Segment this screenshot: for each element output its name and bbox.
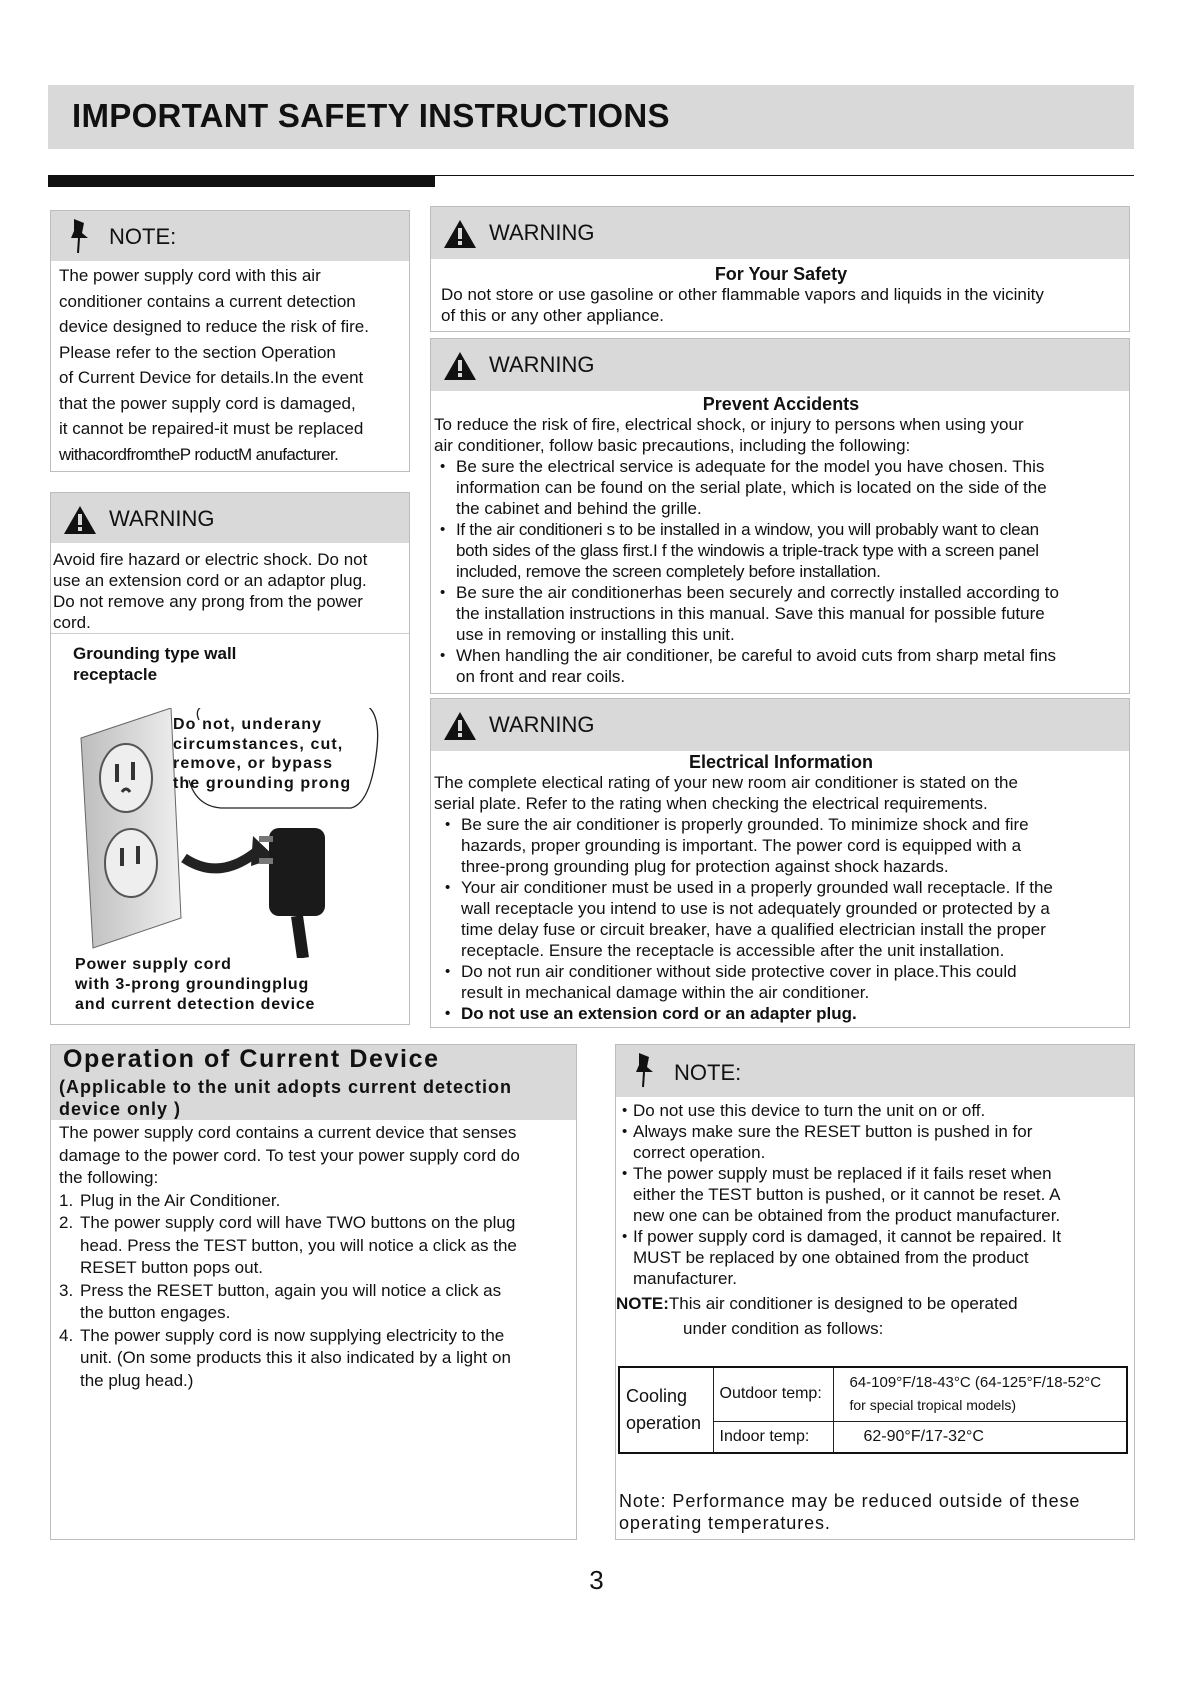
list-item: • When handling the air conditioner, be careful to avoid cuts from sharp metal fins on front and rear coils. xyxy=(434,645,1131,687)
note-line: of Current Device for details.In the event xyxy=(59,368,364,387)
warning-header xyxy=(431,699,1129,751)
warning-line: Do not remove any prong from the power xyxy=(53,592,363,611)
page-title: IMPORTANT SAFETY INSTRUCTIONS xyxy=(72,97,670,134)
row-label-cell: Cooling operation xyxy=(619,1367,713,1453)
list-item: 4. The power supply cord is now supplying electricity to the unit. (On some products this it also indicated by a light on the plug head.) xyxy=(59,1325,511,1390)
callout-line: remove, or bypass xyxy=(173,755,334,772)
warning-triangle-icon xyxy=(443,711,477,741)
list-item: • Be sure the air conditioner is properly grounded. To minimize shock and fire hazards, proper grounding is important. The power cord is equipped with a three-prong grounding plug for protection against shock hazards. xyxy=(439,814,1131,877)
page-number: 3 xyxy=(589,1565,604,1595)
note-header xyxy=(51,211,409,261)
warning-line: of this or any other appliance. xyxy=(441,306,665,325)
subheading: For Your Safety xyxy=(714,264,848,284)
warning-box-left xyxy=(50,492,410,1025)
list-item: • Do not use an extension cord or an adapter plug. xyxy=(439,1003,1131,1024)
cord-label: with 3-prong groundingplug xyxy=(75,976,310,993)
intro-line: serial plate. Refer to the rating when checking the electrical requirements. xyxy=(434,794,988,813)
callout-line: the grounding prong xyxy=(173,774,352,792)
cord-label: and current detection device xyxy=(75,996,316,1013)
list-item: • Be sure the air conditionerhas been securely and correctly installed according to the installation instructions in this manual. Save this manual for possible future use in removing or installing this unit. xyxy=(434,582,1131,645)
conditions-note: NOTE:This air conditioner is designed to be operated xyxy=(616,1294,1018,1313)
note-box-bottom xyxy=(615,1044,1135,1540)
intro-line: damage to the power cord. To test your power supply cord do xyxy=(59,1145,520,1165)
intro-line: air conditioner, follow basic precautions, including the following: xyxy=(434,436,911,455)
list-item: 2. The power supply cord will have TWO buttons on the plug head. Press the TEST button, you will notice a click as the RESET button pops out. xyxy=(59,1213,517,1277)
callout-line: circumstances, cut, xyxy=(173,735,344,753)
conditions-note-cont: under condition as follows: xyxy=(683,1319,884,1338)
indoor-label: Indoor temp: xyxy=(713,1421,833,1453)
note-box-top xyxy=(50,210,410,472)
outdoor-label: Outdoor temp: xyxy=(713,1367,833,1421)
list-item: • Your air conditioner must be used in a properly grounded wall receptacle. If the wall receptacle you intend to use is not adequately grounded or protected by a time delay fuse or circuit breaker, have a qualified electrician install the proper receptacle. Ensure the receptacle is accessible after the unit installation. xyxy=(439,877,1131,961)
performance-note: Note: Performance may be reduced outside of these xyxy=(619,1491,1081,1511)
indoor-value: 62-90°F/17-32°C xyxy=(833,1421,1127,1453)
operation-subheading: device only ) xyxy=(59,1098,182,1119)
intro-line: To reduce the risk of fire, electrical shock, or injury to persons when using your xyxy=(434,415,1024,434)
warning-heading: WARNING xyxy=(489,220,595,245)
subheading: Prevent Accidents xyxy=(702,394,860,414)
warning-heading: WARNING xyxy=(489,352,595,377)
receptacle-label: Grounding type wall xyxy=(73,644,237,663)
warning-box-accidents xyxy=(430,338,1130,694)
warning-heading: WARNING xyxy=(489,712,595,737)
list-item: • If the air conditioneri s to be installed in a window, you will probably want to clean both sides of the glass first.I f the windowis a triple-track type with a screen panel included, remove the screen completely before installation. xyxy=(434,519,1131,582)
cord-label: Power supply cord xyxy=(75,956,232,973)
note-line: The power supply cord with this air xyxy=(59,266,321,285)
note-line: Please refer to the section Operation xyxy=(59,342,336,362)
warning-triangle-icon xyxy=(63,505,97,535)
pushpin-icon xyxy=(65,217,93,255)
warning-triangle-icon xyxy=(443,351,477,381)
warning-line: Avoid fire hazard or electric shock. Do not xyxy=(53,550,368,569)
operation-subheading: (Applicable to the unit adopts current detection xyxy=(59,1077,513,1097)
warning-line: use an extension cord or an adaptor plug. xyxy=(53,571,367,590)
list-item: • Do not run air conditioner without side protective cover in place.This could result in mechanical damage within the air conditioner. xyxy=(439,961,1131,1003)
callout-line: Do not, underany xyxy=(173,716,323,733)
operating-conditions-table xyxy=(618,1366,1128,1454)
intro-line: The power supply cord contains a current device that senses xyxy=(59,1123,517,1142)
note-line: device designed to reduce the risk of fire. xyxy=(59,317,369,336)
warning-header xyxy=(431,339,1129,391)
operation-header xyxy=(51,1045,576,1120)
list-item: • Always make sure the RESET button is pushed in for correct operation. xyxy=(616,1121,1134,1163)
thick-rule xyxy=(48,175,435,187)
intro-line: the following: xyxy=(59,1168,159,1187)
warning-triangle-icon xyxy=(443,219,477,249)
note-line: conditioner contains a current detection xyxy=(59,291,356,311)
warning-box-safety xyxy=(430,206,1130,332)
warning-heading: WARNING xyxy=(109,506,215,531)
list-item: • Do not use this device to turn the unit on or off. xyxy=(616,1100,1134,1121)
thin-rule xyxy=(435,175,1134,176)
list-item: 3. Press the RESET button, again you will notice a click as the button engages. xyxy=(59,1280,502,1322)
list-item: 1. Plug in the Air Conditioner. xyxy=(59,1190,281,1210)
intro-line: The complete electical rating of your new room air conditioner is stated on the xyxy=(434,773,1018,792)
note-header xyxy=(616,1045,1134,1097)
warning-header xyxy=(51,493,409,543)
list-item: • If power supply cord is damaged, it cannot be repaired. It MUST be replaced by one obtained from the product manufacturer. xyxy=(616,1226,1134,1289)
note-heading: NOTE: xyxy=(674,1060,742,1085)
warning-line: cord. xyxy=(53,613,91,632)
warning-line: Do not store or use gasoline or other flammable vapors and liquids in the vicinity xyxy=(441,285,1044,304)
note-label: NOTE: xyxy=(616,1294,669,1313)
pushpin-icon xyxy=(630,1051,658,1089)
title-bar xyxy=(48,85,1134,149)
note-line: withacordfromtheP roductM anufacturer. xyxy=(59,444,339,464)
note-line: that the power supply cord is damaged, xyxy=(59,393,356,413)
warning-box-electrical xyxy=(430,698,1130,1028)
warning-header xyxy=(431,207,1129,259)
performance-note: operating temperatures. xyxy=(619,1513,831,1533)
operation-box xyxy=(50,1044,577,1540)
subheading: Electrical Information xyxy=(688,752,874,772)
list-item: • The power supply must be replaced if it fails reset when either the TEST button is pushed, or it cannot be reset. A new one can be obtained from the product manufacturer. xyxy=(616,1163,1134,1226)
note-line: it cannot be repaired-it must be replaced xyxy=(59,419,364,438)
outdoor-value: 64-109°F/18-43°C (64-125°F/18-52°C for special tropical models) xyxy=(833,1367,1127,1421)
operation-heading: Operation of Current Device xyxy=(63,1045,440,1073)
note-heading: NOTE: xyxy=(109,224,177,249)
list-item: • Be sure the electrical service is adequate for the model you have chosen. This information can be found on the serial plate, which is located on the side of the the cabinet and behind the grille. xyxy=(434,456,1131,519)
receptacle-label: receptacle xyxy=(73,665,158,684)
